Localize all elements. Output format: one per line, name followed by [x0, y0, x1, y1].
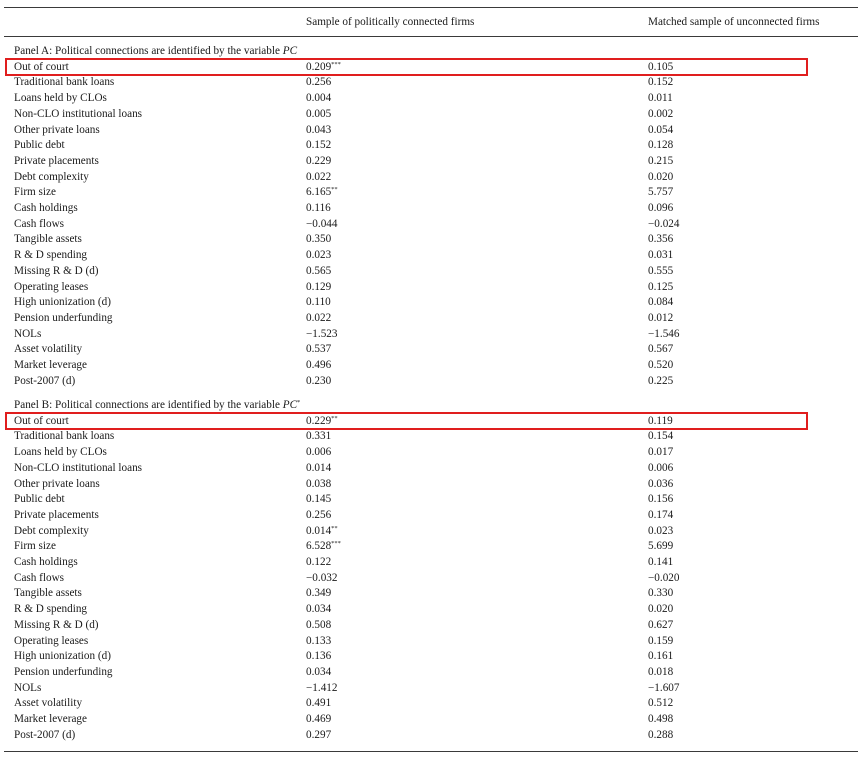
- value-unconnected: 5.757: [648, 186, 674, 199]
- value-connected-number: 0.565: [306, 264, 332, 277]
- row-label: Private placements: [14, 508, 99, 521]
- value-unconnected: 0.154: [648, 430, 674, 443]
- value-connected: [306, 461, 331, 477]
- value-unconnected: 0.012: [648, 311, 674, 324]
- value-connected-number: 0.229: [306, 154, 332, 167]
- value-connected: [306, 91, 331, 107]
- value-connected-number: 0.122: [306, 556, 332, 568]
- value-connected-number: 0.152: [306, 139, 332, 152]
- value-connected-number: 0.491: [306, 697, 332, 710]
- value-connected: [306, 264, 331, 280]
- value-connected-number: 0.022: [306, 311, 332, 324]
- row-label: Cash flows: [14, 571, 65, 584]
- top-rule: [4, 7, 858, 8]
- value-connected: [306, 555, 331, 571]
- row-label: Cash holdings: [14, 556, 78, 568]
- column-header-connected: Sample of politically connected firms: [306, 16, 475, 28]
- value-unconnected: 0.020: [648, 603, 674, 616]
- value-connected: [306, 280, 331, 296]
- row-label: Pension underfunding: [14, 665, 113, 678]
- value-unconnected: 0.017: [648, 446, 674, 459]
- row-label: Firm size: [14, 540, 56, 553]
- value-connected: [306, 170, 331, 186]
- value-connected-number: 0.034: [306, 665, 332, 678]
- value-connected-number: 0.133: [306, 634, 332, 647]
- row-label: Post-2007 (d): [14, 374, 76, 387]
- significance-stars: **: [331, 524, 338, 532]
- value-unconnected: 0.330: [648, 587, 674, 600]
- row-label: Cash holdings: [14, 202, 78, 214]
- value-connected-number: 0.145: [306, 493, 332, 506]
- value-connected: [306, 712, 331, 728]
- value-unconnected: 0.156: [648, 493, 674, 506]
- value-unconnected: −0.020: [648, 571, 680, 584]
- row-label: Public debt: [14, 493, 65, 506]
- value-unconnected: 0.011: [648, 92, 673, 105]
- value-connected: [306, 524, 338, 540]
- value-connected: [306, 649, 331, 665]
- row-label: Cash flows: [14, 217, 65, 230]
- value-connected-number: −1.412: [306, 681, 338, 694]
- value-unconnected: 0.627: [648, 618, 674, 631]
- value-connected-number: 0.331: [306, 430, 332, 443]
- value-unconnected: 0.125: [648, 280, 674, 293]
- value-connected: [306, 571, 337, 587]
- value-unconnected: 0.020: [648, 170, 674, 183]
- value-connected-number: 0.256: [306, 76, 332, 89]
- value-connected: [306, 492, 331, 508]
- row-label: Loans held by CLOs: [14, 92, 107, 105]
- value-unconnected: −0.024: [648, 217, 680, 230]
- value-connected: [306, 138, 331, 154]
- value-connected-number: 0.350: [306, 233, 332, 246]
- value-unconnected: 0.356: [648, 233, 674, 246]
- value-connected: [306, 696, 331, 712]
- significance-stars: **: [331, 414, 338, 422]
- value-connected: [306, 201, 331, 217]
- value-connected-number: 0.014: [306, 461, 332, 474]
- value-connected: [306, 728, 331, 744]
- row-label: Post-2007 (d): [14, 728, 76, 741]
- value-unconnected: 0.105: [648, 60, 674, 73]
- value-connected: [306, 477, 331, 493]
- row-label: Non-CLO institutional loans: [14, 107, 143, 120]
- significance-stars: ***: [331, 60, 341, 68]
- row-label: Missing R & D (d): [14, 618, 99, 631]
- value-connected-number: 0.297: [306, 728, 332, 741]
- value-unconnected: 0.141: [648, 556, 674, 568]
- value-connected-number: 0.022: [306, 170, 332, 183]
- value-connected-number: 0.469: [306, 713, 332, 725]
- value-connected-number: 6.528: [306, 540, 332, 553]
- value-connected: [306, 327, 337, 343]
- row-label: Debt complexity: [14, 524, 89, 537]
- value-connected: [306, 681, 337, 697]
- value-connected-number: 0.043: [306, 123, 332, 136]
- value-unconnected: 0.498: [648, 713, 674, 725]
- row-label: Operating leases: [14, 280, 89, 293]
- value-connected: [306, 634, 331, 650]
- value-unconnected: 0.567: [648, 343, 674, 356]
- panel-title-variable: PC: [282, 399, 298, 411]
- value-unconnected: 0.174: [648, 508, 674, 521]
- value-connected-number: −1.523: [306, 327, 338, 340]
- value-unconnected: 0.018: [648, 665, 674, 678]
- panel-title-variable: PC: [282, 45, 298, 57]
- value-unconnected: 0.036: [648, 477, 674, 490]
- panel-title-text: Panel B: Political connections are identified by the variable: [14, 399, 283, 411]
- row-label: Tangible assets: [14, 587, 82, 600]
- row-label: Operating leases: [14, 634, 89, 647]
- value-unconnected: −1.607: [648, 681, 680, 694]
- value-connected-number: 0.110: [306, 296, 331, 309]
- value-connected: [306, 586, 331, 602]
- value-connected: [306, 123, 331, 139]
- value-connected: [306, 602, 331, 618]
- value-connected-number: 0.116: [306, 202, 331, 214]
- row-label: Asset volatility: [14, 697, 83, 710]
- value-unconnected: 0.555: [648, 264, 674, 277]
- value-unconnected: 0.096: [648, 202, 674, 214]
- panel-title-text: Panel A: Political connections are identified by the variable: [14, 45, 283, 57]
- value-connected-number: 0.256: [306, 508, 332, 521]
- value-connected-number: 0.229: [306, 414, 332, 427]
- significance-stars: **: [331, 186, 338, 194]
- value-connected-number: 0.508: [306, 618, 332, 631]
- value-unconnected: 0.215: [648, 154, 674, 167]
- value-connected: [306, 295, 331, 311]
- value-unconnected: 0.161: [648, 650, 674, 663]
- value-connected-number: 6.165: [306, 186, 332, 199]
- row-label: Pension underfunding: [14, 311, 113, 324]
- value-connected: [306, 358, 331, 374]
- row-label: Loans held by CLOs: [14, 446, 107, 459]
- value-connected-number: 0.023: [306, 249, 332, 262]
- row-label: R & D spending: [14, 603, 88, 616]
- value-connected: [306, 374, 331, 390]
- significance-stars: ***: [331, 540, 341, 548]
- header-rule: [4, 36, 858, 37]
- value-unconnected: 0.031: [648, 249, 674, 262]
- value-connected: [306, 665, 331, 681]
- value-unconnected: 0.054: [648, 123, 674, 136]
- bottom-rule: [4, 751, 858, 752]
- row-label: Market leverage: [14, 359, 87, 371]
- highlight-box: [5, 412, 808, 430]
- value-connected-number: −0.032: [306, 571, 338, 584]
- value-connected-number: 0.038: [306, 477, 332, 490]
- value-connected-number: 0.496: [306, 359, 332, 371]
- value-connected-number: 0.349: [306, 587, 332, 600]
- row-label: Non-CLO institutional loans: [14, 461, 143, 474]
- value-connected: [306, 508, 331, 524]
- value-connected: [306, 154, 331, 170]
- row-label: Traditional bank loans: [14, 430, 115, 443]
- column-header-unconnected: Matched sample of unconnected firms: [648, 16, 820, 28]
- value-connected: [306, 107, 331, 123]
- value-connected-number: 0.129: [306, 280, 332, 293]
- row-label: Out of court: [14, 414, 69, 427]
- value-unconnected: 5.699: [648, 540, 674, 553]
- value-unconnected: 0.006: [648, 461, 674, 474]
- value-connected-number: 0.014: [306, 524, 332, 537]
- value-connected: [306, 248, 331, 264]
- row-label: Debt complexity: [14, 170, 89, 183]
- value-unconnected: 0.288: [648, 728, 674, 741]
- value-connected: [306, 618, 331, 634]
- value-connected: [306, 232, 331, 248]
- value-unconnected: 0.002: [648, 107, 674, 120]
- value-unconnected: 0.023: [648, 524, 674, 537]
- row-label: Out of court: [14, 60, 69, 73]
- row-label: Missing R & D (d): [14, 264, 99, 277]
- value-unconnected: 0.152: [648, 76, 674, 89]
- value-connected: [306, 342, 331, 358]
- value-connected: [306, 217, 337, 233]
- row-label: R & D spending: [14, 249, 88, 262]
- value-unconnected: 0.159: [648, 634, 674, 647]
- value-connected-number: 0.537: [306, 343, 332, 356]
- row-label: High unionization (d): [14, 650, 111, 663]
- value-connected: [306, 429, 331, 445]
- value-connected: [306, 185, 338, 201]
- panel-title-variable-superscript: *: [297, 399, 301, 406]
- value-connected-number: 0.230: [306, 374, 332, 387]
- value-connected-number: −0.044: [306, 217, 338, 230]
- value-connected-number: 0.034: [306, 603, 332, 616]
- row-label: Other private loans: [14, 123, 100, 136]
- value-connected-number: 0.004: [306, 92, 332, 105]
- row-label: High unionization (d): [14, 296, 111, 309]
- value-connected-number: 0.209: [306, 60, 332, 73]
- highlight-box: [5, 58, 808, 76]
- row-label: Private placements: [14, 154, 99, 167]
- value-unconnected: 0.119: [648, 414, 673, 427]
- row-label: NOLs: [14, 681, 42, 694]
- row-label: Tangible assets: [14, 233, 82, 246]
- value-connected-number: 0.005: [306, 107, 332, 120]
- row-label: Market leverage: [14, 713, 87, 725]
- value-unconnected: 0.520: [648, 359, 674, 371]
- value-connected-number: 0.006: [306, 446, 332, 459]
- row-label: Firm size: [14, 186, 56, 199]
- value-connected: [306, 311, 331, 327]
- value-connected: [306, 445, 331, 461]
- value-connected: [306, 75, 331, 91]
- value-unconnected: 0.128: [648, 139, 674, 152]
- row-label: NOLs: [14, 327, 42, 340]
- value-unconnected: −1.546: [648, 327, 680, 340]
- value-connected-number: 0.136: [306, 650, 332, 663]
- value-unconnected: 0.225: [648, 374, 674, 387]
- row-label: Public debt: [14, 139, 65, 152]
- value-unconnected: 0.084: [648, 296, 674, 309]
- row-label: Asset volatility: [14, 343, 83, 356]
- row-label: Traditional bank loans: [14, 76, 115, 89]
- value-connected: [306, 539, 341, 555]
- value-unconnected: 0.512: [648, 697, 674, 710]
- row-label: Other private loans: [14, 477, 100, 490]
